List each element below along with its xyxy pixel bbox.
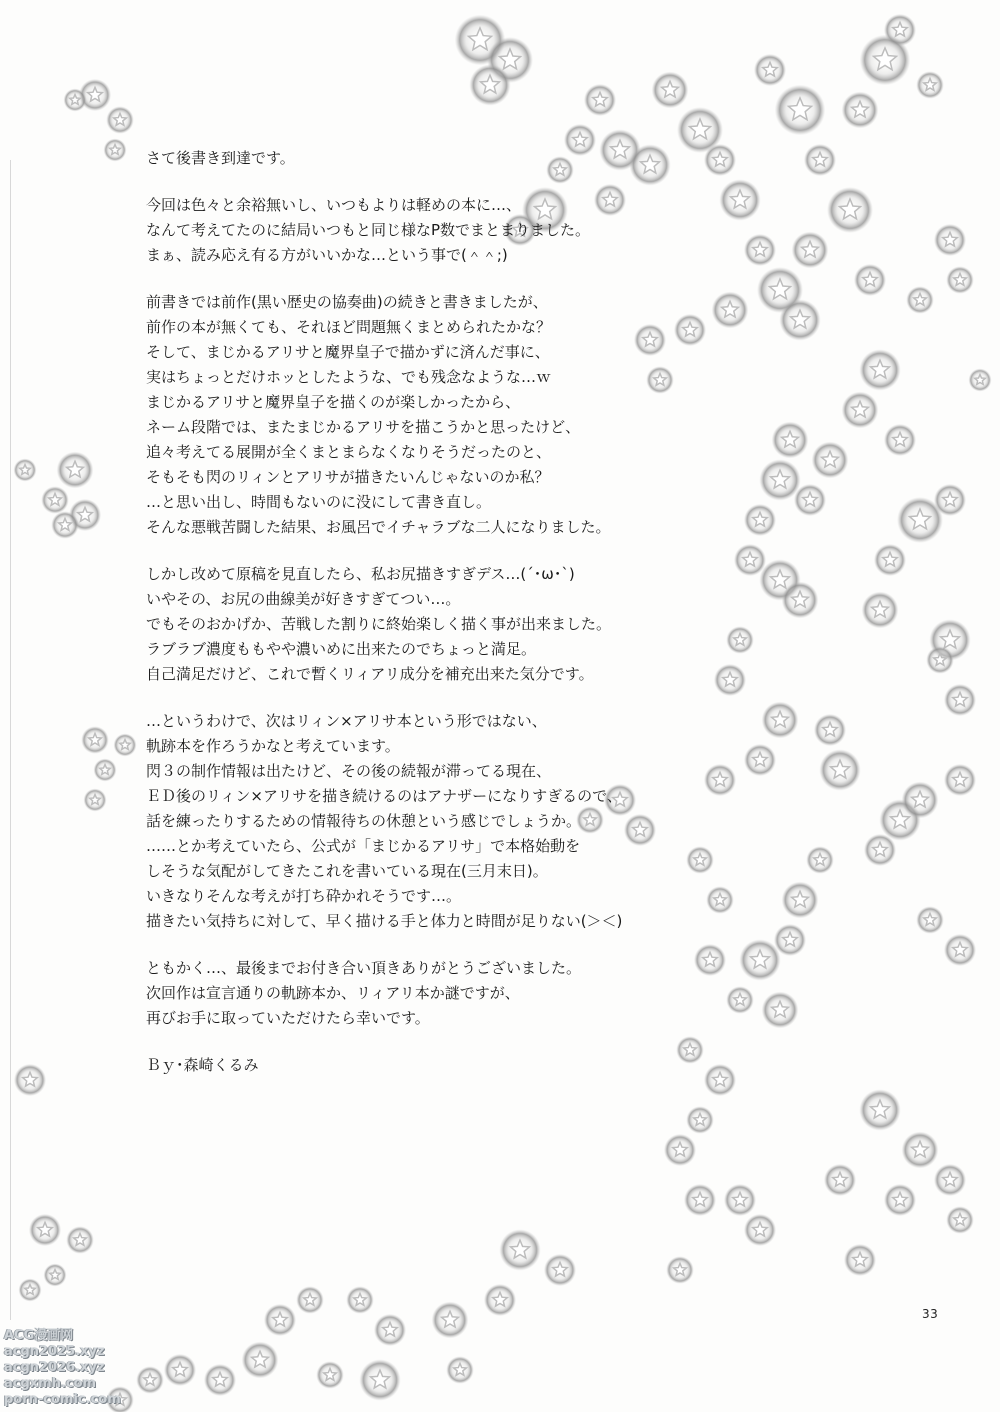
text-line: 再びお手に取っていただけたら幸いです。	[146, 1009, 430, 1027]
star-sparkle-icon	[296, 1286, 324, 1314]
star-sparkle-icon	[775, 85, 826, 136]
text-line: …と思い出し、時間もないのに没にして書き直し。	[146, 493, 492, 511]
text-line: 次回作は宣言通りの軌跡本か、リィアリ本か謎ですが、	[146, 984, 520, 1002]
text-line: ＥＤ後のリィン×アリサを描き続けるのはアナザーになりすぎるので、	[146, 787, 622, 805]
text-line: そして、まじかるアリサと魔界皇子で描かずに済んだ事に、	[146, 343, 550, 361]
star-sparkle-icon	[84, 789, 107, 812]
star-sparkle-icon	[66, 1226, 94, 1254]
text-line: 自己満足だけど、これで暫くリィアリ成分を補充出来た気分です。	[146, 665, 594, 683]
text-line: 前書きでは前作(黒い歴史の協奏曲)の続きと書きましたが、	[146, 293, 548, 311]
star-sparkle-icon	[136, 1366, 164, 1394]
star-sparkle-icon	[884, 424, 916, 456]
watermark-line: ACG漫画网	[4, 1328, 74, 1343]
star-sparkle-icon	[94, 759, 117, 782]
star-sparkle-icon	[446, 1356, 474, 1384]
star-sparkle-icon	[664, 1134, 696, 1166]
star-sparkle-icon	[969, 369, 992, 392]
star-sparkle-icon	[432, 1302, 469, 1339]
paragraph	[146, 146, 866, 171]
page-number: 33	[922, 1307, 939, 1321]
star-sparkle-icon	[242, 1342, 279, 1379]
star-sparkle-icon	[29, 1214, 61, 1246]
star-sparkle-icon	[316, 1361, 344, 1389]
star-sparkle-icon	[884, 1184, 916, 1216]
watermark-line: porn-comic.com	[4, 1392, 121, 1407]
star-sparkle-icon	[652, 72, 689, 109]
star-sparkle-icon	[842, 92, 879, 129]
text-line: しそうな気配がしてきたこれを書いている現在(三月末日)。	[146, 862, 548, 880]
paragraph	[146, 562, 866, 687]
text-line: いきなりそんな考えが打ち砕かれそうです…。	[146, 887, 462, 905]
text-line: 閃３の制作情報は出たけど、その後の続報が滞ってる現在、	[146, 762, 552, 780]
star-sparkle-icon	[724, 1184, 756, 1216]
star-sparkle-icon	[906, 286, 934, 314]
star-sparkle-icon	[51, 511, 79, 539]
afterword-text	[146, 146, 866, 1100]
star-sparkle-icon	[264, 1304, 296, 1336]
star-sparkle-icon	[864, 834, 896, 866]
text-line: …というわけで、次はリィン×アリサ本という形ではない、	[146, 712, 547, 730]
star-sparkle-icon	[544, 1254, 576, 1286]
text-line: いやその、お尻の曲線美が好きすぎてつい…。	[146, 590, 461, 608]
star-sparkle-icon	[926, 646, 954, 674]
watermark-line: acgxmh.com	[4, 1376, 97, 1391]
star-sparkle-icon	[204, 1364, 236, 1396]
watermark-line: acgn2025.xyz	[4, 1344, 105, 1359]
star-sparkle-icon	[104, 139, 127, 162]
star-sparkle-icon	[934, 224, 966, 256]
star-sparkle-icon	[824, 1164, 856, 1196]
star-sparkle-icon	[164, 1354, 196, 1386]
text-line: 前作の本が無くても、それほど問題無くまとめられたかな？	[146, 318, 552, 336]
star-sparkle-icon	[934, 1164, 966, 1196]
paragraph	[146, 1053, 866, 1078]
text-line: 描きたい気持ちに対して、早く描ける手と体力と時間が足りない(＞＜)	[146, 912, 623, 930]
star-sparkle-icon	[469, 64, 510, 105]
text-line: まじかるアリサと魔界皇子を描くのが楽しかったから、	[146, 393, 521, 411]
star-sparkle-icon	[744, 1214, 776, 1246]
text-line: さて後書き到達です。	[146, 149, 295, 167]
text-line: ラブラブ濃度ももやや濃いめに出来たのでちょっと満足。	[146, 640, 537, 658]
star-sparkle-icon	[14, 1064, 46, 1096]
star-sparkle-icon	[686, 1106, 714, 1134]
text-line: 軌跡本を作ろうかなと考えています。	[146, 737, 400, 755]
star-sparkle-icon	[902, 1132, 939, 1169]
star-sparkle-icon	[916, 906, 944, 934]
text-line: ネーム段階では、またまじかるアリサを描こうかと思ったけど、	[146, 418, 581, 436]
text-line: 今回は色々と余裕無いし、いつもよりは軽めの本に…、	[146, 196, 522, 214]
paragraph	[146, 956, 866, 1031]
text-line: 追々考えてる展開が全くまとまらなくなりそうだったのと、	[146, 443, 552, 461]
star-sparkle-icon	[81, 726, 109, 754]
star-sparkle-icon	[346, 1286, 374, 1314]
star-sparkle-icon	[754, 54, 786, 86]
star-sparkle-icon	[41, 486, 69, 514]
star-sparkle-icon	[64, 89, 87, 112]
text-line: まぁ、読み応え有る方がいいかな…という事で(＾＾;)	[146, 246, 508, 264]
star-sparkle-icon	[946, 1206, 974, 1234]
star-sparkle-icon	[19, 1279, 42, 1302]
star-sparkle-icon	[484, 1284, 516, 1316]
text-line: しかし改めて原稿を見直したら、私お尻描きすぎデス…(´･ω･`)	[146, 565, 575, 583]
text-line: そもそも閃のリィンとアリサが描きたいんじゃないのか私？	[146, 468, 550, 486]
text-line: なんて考えてたのに結局いつもと同じ様なP数でまとまりました。	[146, 221, 591, 239]
star-sparkle-icon	[862, 592, 899, 629]
star-sparkle-icon	[57, 452, 94, 489]
star-sparkle-icon	[944, 764, 976, 796]
star-sparkle-icon	[106, 106, 134, 134]
star-sparkle-icon	[902, 782, 939, 819]
text-line: でもそのおかげか、苦戦した割りに終始楽しく描く事が出来ました。	[146, 615, 612, 633]
text-line: そんな悪戦苦闘した結果、お風呂でイチャラブな二人になりました。	[146, 518, 611, 536]
star-sparkle-icon	[860, 35, 911, 86]
text-line: 実はちょっとだけホッとしたような、でも残念なような…ｗ	[146, 368, 552, 386]
paragraph	[146, 290, 866, 540]
star-sparkle-icon	[666, 1256, 694, 1284]
star-sparkle-icon	[44, 1264, 67, 1287]
text-line: ともかく…、最後までお付き合い頂きありがとうございました。	[146, 959, 582, 977]
star-sparkle-icon	[14, 459, 37, 482]
star-sparkle-icon	[944, 934, 976, 966]
star-sparkle-icon	[499, 1229, 540, 1270]
paragraph	[146, 709, 866, 934]
star-sparkle-icon	[374, 1314, 406, 1346]
star-sparkle-icon	[874, 544, 906, 576]
star-sparkle-icon	[944, 684, 976, 716]
star-sparkle-icon	[916, 71, 944, 99]
watermark-line: acgn2026.xyz	[4, 1360, 105, 1375]
star-sparkle-icon	[359, 1359, 400, 1400]
text-line: Ｂｙ･森崎くるみ	[146, 1056, 259, 1074]
text-line: 話を練ったりするための情報待ちの休憩という感じでしょうか。	[146, 812, 582, 830]
star-sparkle-icon	[584, 84, 616, 116]
star-sparkle-icon	[844, 1244, 876, 1276]
star-sparkle-icon	[946, 266, 974, 294]
star-sparkle-icon	[684, 1184, 716, 1216]
site-watermark	[0, 1326, 130, 1412]
star-sparkle-icon	[934, 484, 966, 516]
text-line: ……とか考えていたら、公式が「まじかるアリサ」で本格始動を	[146, 837, 581, 855]
star-sparkle-icon	[114, 734, 137, 757]
paragraph	[146, 193, 866, 268]
